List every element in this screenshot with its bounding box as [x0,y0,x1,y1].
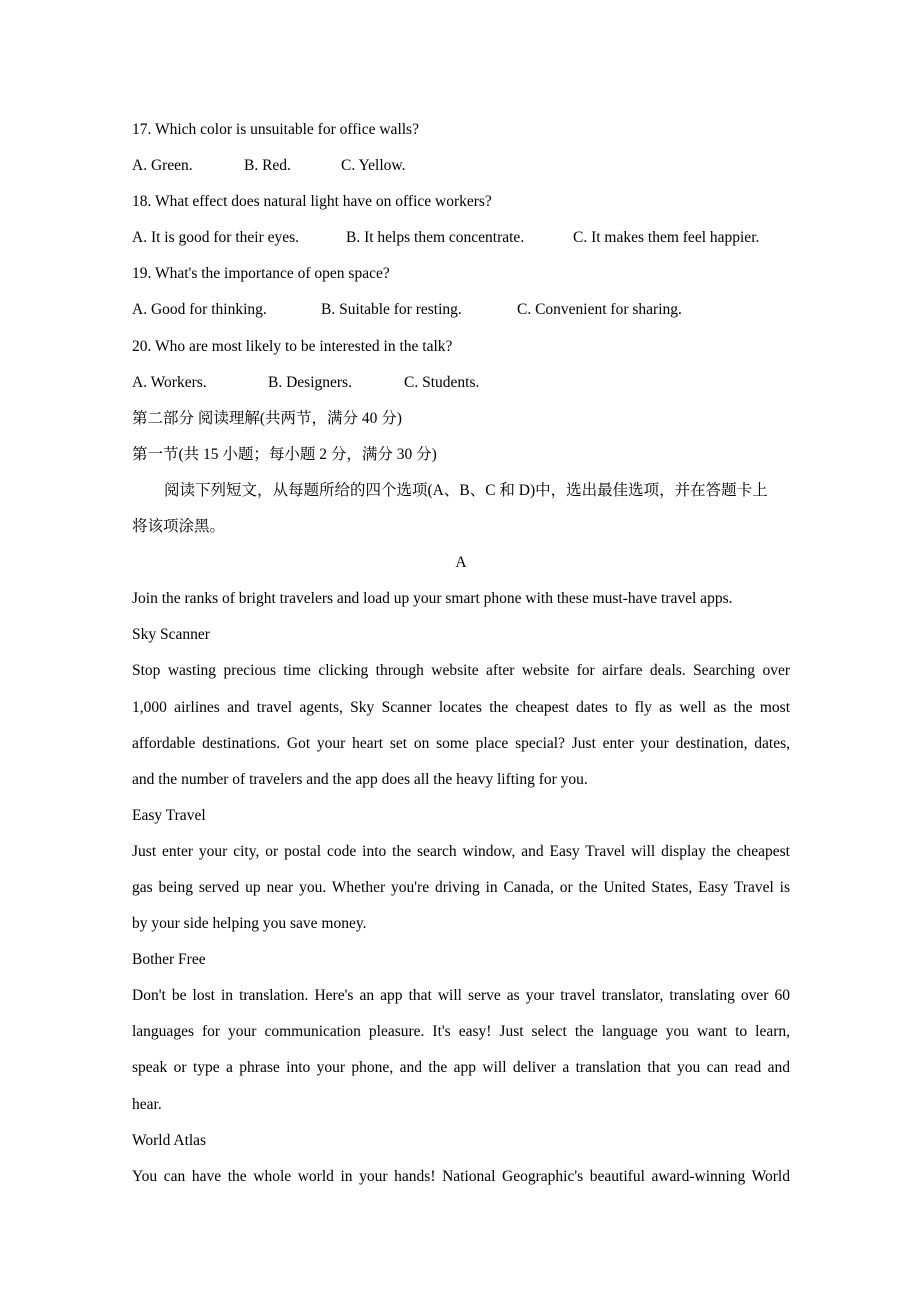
paragraph-line: 1,000 airlines and travel agents, Sky Scanner locates the cheapest dates to fly as well as the most [132,698,790,716]
paragraph-line: Don't be lost in translation. Here's an app that will serve as your travel translator, translating over 60 [132,987,790,1005]
question-options-18 [132,227,790,263]
question-options-17 [132,155,790,191]
paragraph-line: hear. [132,1095,162,1113]
app-name-sky-scanner: Sky Scanner [132,626,210,644]
option-20-a: A. Workers. [132,373,207,391]
question-stem-19: 19. What's the importance of open space? [132,265,390,283]
paragraph-line: by your side helping you save money. [132,915,367,933]
option-19-a: A. Good for thinking. [132,301,267,319]
option-18-b: B. It helps them concentrate. [346,229,525,247]
option-20-c: C. Students. [404,373,480,391]
question-options-20 [132,372,790,408]
paragraph-line: and the number of travelers and the app does all the heavy lifting for you. [132,770,588,788]
paragraph-line: speak or type a phrase into your phone, and the app will deliver a translation that you can read and [132,1059,790,1077]
option-18-c: C. It makes them feel happier. [573,229,760,247]
app-name-easy-travel: Easy Travel [132,806,206,824]
option-19-b: B. Suitable for resting. [321,301,462,319]
app-name-world-atlas: World Atlas [132,1131,207,1149]
option-18-a: A. It is good for their eyes. [132,229,300,247]
passage-label: A [455,554,467,572]
paragraph-line: gas being served up near you. Whether you're driving in Canada, or the United States, Easy Travel is [132,878,790,896]
exam-page [132,119,790,1202]
paragraph-line: languages for your communication pleasure. It's easy! Just select the language you want to learn, [132,1023,790,1041]
question-options-19 [132,299,790,335]
paragraph-line: Stop wasting precious time clicking through website after website for airfare deals. Searching over [132,662,790,680]
option-20-b: B. Designers. [268,373,352,391]
question-stem-20: 20. Who are most likely to be interested in the talk? [132,337,453,355]
instruction-line-1: 阅读下列短文，从每题所给的四个选项(A、B、C 和 D)中，选出最佳选项，并在答题卡上 [164,481,768,499]
instruction-line-2: 将该项涂黑。 [132,518,226,536]
passage-intro: Join the ranks of bright travelers and load up your smart phone with these must-have travel apps. [132,590,733,608]
option-17-c: C. Yellow. [341,157,406,175]
part-title: 第二部分 阅读理解(共两节，满分 40 分) [132,409,402,427]
option-17-b: B. Red. [244,157,291,175]
question-stem-17: 17. Which color is unsuitable for office walls? [132,121,419,138]
question-stem-18: 18. What effect does natural light have on office workers? [132,193,492,211]
app-name-bother-free: Bother Free [132,951,206,969]
paragraph-line: affordable destinations. Got your heart set on some place special? Just enter your destination, dates, [132,734,790,752]
option-17-a: A. Green. [132,157,193,175]
option-19-c: C. Convenient for sharing. [517,301,682,319]
paragraph-line: Just enter your city, or postal code into the search window, and Easy Travel will display the cheapest [132,842,790,860]
subsection-title: 第一节(共 15 小题；每小题 2 分，满分 30 分) [132,445,437,463]
paragraph-line: You can have the whole world in your hands! National Geographic's beautiful award-winning World [132,1167,790,1185]
